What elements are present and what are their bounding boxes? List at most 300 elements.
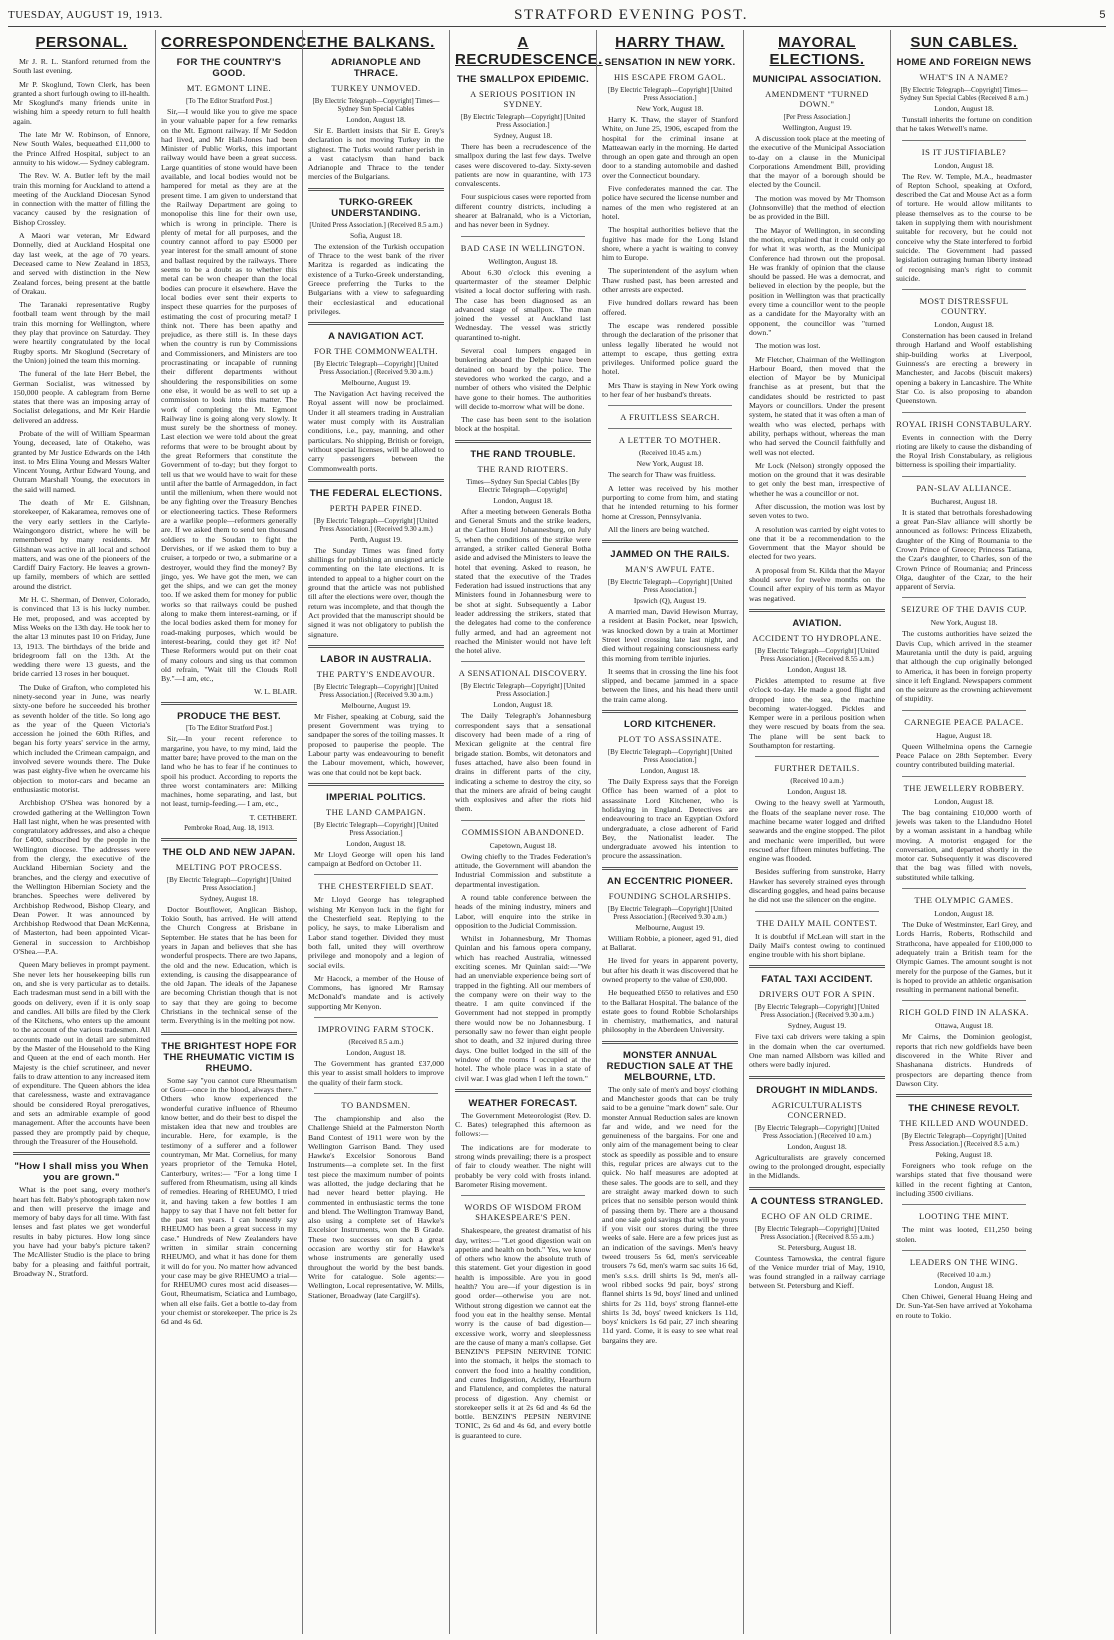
- article: [749, 1187, 885, 1291]
- article: [455, 236, 591, 434]
- article: [13, 1152, 150, 1278]
- article-subheading: THE LAND CAMPAIGN.: [325, 806, 427, 817]
- article-paragraph: The Taranaki representative Rugby football team went through by the mail train this morning for Wellington, where they play that province on Saturday. They were heartily congratulated by the local Rugby sports. Mr Skoglund (Secretary of the Union) joined the team this morning.: [13, 300, 150, 365]
- article-paragraph: A round table conference between the heads of the mining industry, miners and Labor, will enquire into the strike in opposition to the Judicial Commission.: [455, 892, 591, 930]
- article-dateline: London, August 18.: [787, 787, 847, 797]
- divider: [902, 888, 1026, 889]
- article-paragraph: Mr J. R. L. Stanford returned from the South last evening.: [13, 57, 150, 76]
- divider: [13, 1152, 150, 1155]
- article-paragraph: Probate of the will of William Spearman Young, deceased, late of Otakeho, was granted by Mr Justice Edwards on the 14th inst. to Mrs Elina Young and Messrs Walter Vincent Young, Arthur Edward Young, and Outram Marshall Young, the executors in the said will named.: [13, 428, 150, 494]
- article-dateline: Perth, August 19.: [349, 534, 403, 544]
- divider: [314, 1017, 438, 1018]
- article-dateline: Sydney, August 18.: [493, 131, 553, 140]
- article-paragraph: The Rev. W. Temple, M.A., headmaster of Repton School, speaking at Oxford, described the Cat and Mouse Act as a form of torture. He would allow militants to please themselves as to the course to be taken in supplying them with nourishment suitable for recovery, but he could not conceive why the State interfered to forbid suicide. The Government had passed legislation outraging human liberty instead of recognising man's right to commit suicide.: [896, 171, 1032, 283]
- article-subheading: MT. EGMONT LINE.: [186, 83, 272, 93]
- article-heading: THE OLD AND NEW JAPAN.: [162, 846, 296, 858]
- article-subheading: TO BANDSMEN.: [341, 1099, 411, 1110]
- column-header: SUN CABLES.: [910, 34, 1018, 51]
- article: [602, 540, 738, 704]
- article-paragraph: He lived for years in apparent poverty, but after his death it was discovered that he owned property to the value of £30,000.: [602, 956, 738, 984]
- column: [449, 30, 603, 1634]
- article: [749, 965, 885, 1069]
- article-paragraph: The Duke of Westminster, Earl Grey, and Lords Harris, Roberts, Rothschild and Strathcona, have appealed for £100,000 to adequately train a British team for the Olympic Games. The amount sought is not merely for the purpose of the Games, but it is hoped to provide an athletic organisation resulting in permanent national benefit.: [896, 920, 1032, 995]
- divider: [902, 1250, 1026, 1251]
- article-byline: [By Electric Telegraph—Copyright] [United Press Association.]: [460, 682, 586, 699]
- article-paragraph: Five confederates manned the car. The police have secured the license number and names of the men who registered at an hotel.: [602, 184, 738, 221]
- article: [308, 1093, 444, 1300]
- article-dateline: London, August 18.: [934, 320, 994, 330]
- article-paragraph: The superintendent of the asylum when Thaw rushed past, has been arrested and other arrests are expected.: [602, 266, 738, 295]
- article: [602, 405, 738, 422]
- article-subheading: ROYAL IRISH CONSTABULARY.: [896, 418, 1032, 429]
- article-dateline: Sofia, August 18.: [349, 230, 403, 240]
- article: [161, 1032, 297, 1327]
- article-paragraph: Mr Cairns, the Dominion geologist, reports that rich new goldfields have been discovered in the White River and Shashanana districts. Hundreds of prospectors are departing thence from Dawson City.: [896, 1032, 1032, 1088]
- article: [308, 322, 444, 473]
- divider: [161, 838, 297, 841]
- issue-date: TUESDAY, AUGUST 19, 1913.: [8, 9, 163, 21]
- article-subheading: PAN-SLAV ALLIANCE.: [916, 482, 1012, 493]
- article: [749, 74, 885, 603]
- divider: [308, 479, 444, 482]
- article-dateline: London, August 18.: [640, 766, 700, 776]
- article-dateline: Wellington, August 18.: [488, 256, 558, 266]
- article-subheading: THE DAILY MAIL CONTEST.: [756, 917, 878, 928]
- article-subheading: A SERIOUS POSITION IN SYDNEY.: [470, 89, 576, 109]
- article-heading: SENSATION IN NEW YORK.: [604, 57, 736, 68]
- article-paragraph: Sir E. Bartlett insists that Sir E. Grey's declaration is not moving Turkey in the slightest. The Turks would rather perish in a vast cataclysm than hand back Adrianople and Thrace to the tender mercies of the Bulgarians.: [308, 126, 444, 182]
- article-heading: LABOR IN AUSTRALIA.: [320, 653, 432, 665]
- article-dateline: Melbourne, August 19.: [341, 378, 411, 388]
- article-dateline: New York, August 18.: [636, 459, 704, 469]
- article-dateline: London, August 18.: [934, 160, 994, 170]
- article-paragraph: Besides suffering from sunstroke, Harry Hawker has severely strained eyes through discarding goggles, and head pains because he did not use the silencer on the engine.: [749, 867, 885, 905]
- masthead: [8, 4, 1106, 27]
- article-byline: [By Electric Telegraph—Copyright] [United Press Association.] (Received 9.30 a.m.): [754, 1003, 880, 1020]
- divider: [755, 911, 879, 912]
- article-heading: TURKO-GREEK UNDERSTANDING.: [331, 196, 421, 219]
- article-dateline: Ipswich (Q), August 19.: [633, 596, 707, 606]
- article-paragraph: After a meeting between Generals Botha and General Smuts and the strike leaders, at the Carlton Hotel Johannesburg, on July 5, when the conditions of the strike were arranged, a striker called General Botha aside and advised the Ministers to leave the hotel that evening. Asked to reason, he stated that the executive of the Trades Federation had issued instructions that any Ministers found in Johannesburg were to be shot at sight. Subsequently a Labor leader addressing the strikers, stated that the delegates had come to the conference fully armed, and had an agreement not reached the Minister would not have left the hotel alive.: [455, 506, 591, 656]
- article-paragraph: It is doubtful if McLean will start in the Daily Mail's contest owing to continued engine trouble with his short biplane.: [749, 931, 885, 960]
- article-dateline: Bucharest, August 18.: [930, 496, 998, 506]
- article-paragraph: After discussion, the motion was lost by seven votes to two.: [749, 501, 885, 521]
- article: [749, 756, 885, 904]
- columns-container: [8, 30, 1108, 1634]
- article-dateline: London, August 18.: [787, 1141, 847, 1151]
- column-header: HARRY THAW.: [615, 34, 725, 51]
- article-paragraph: The death of Mr E. Gilshnan, storekeeper, of Kakaramea, removes one of the very early settlers in the Carlyle-Waingongoro district, where he will be remembered by many residents. Mr Gilshnan was active in all local and school matters, and was one of the pioneers of the Cardiff Dairy Factory. He leaves a grown-up family, members of which are settled around the district.: [13, 498, 150, 591]
- article-byline: [By Electric Telegraph—Copyright] [United Press Association.] (Received 9.30 a.m.): [313, 516, 439, 533]
- article-paragraph: The customs authorities have seized the Davis Cup, which arrived in the steamer Mauretania until the duty is paid, arguing that although the cup originally belonged to America, it has been in foreign property since it left England. Newspapers comment on the seizure as the crowning achievement of stupidity.: [896, 629, 1032, 704]
- article-subheading: RICH GOLD FIND IN ALASKA.: [899, 1007, 1029, 1018]
- article-paragraph: Mr Fletcher, Chairman of the Wellington Harbour Board, then moved that the election of Mayor be by Municipal franchise as at present, but that the candidates should be restricted to past Mayors or councillors. Under the present system, he stated that it was often a man of wealth who was elected, perhaps with ability, perhaps without, whereas the man who had served the Council faithfully and well was not elected.: [749, 354, 885, 457]
- article-paragraph: The Navigation Act having received the Royal assent will now be proclaimed. Under it all steamers trading in Australian water must comply with its Australian conditions, i.e., pay, manning, and other particulars. No shipping, British or foreign, without special licenses, will be allowed to carry passengers between the Commonwealth ports.: [308, 389, 444, 473]
- article-paragraph: The Mayor of Wellington, in seconding the motion, explained that it could only go for what it was worth, as the Municipal Conference had thrown out the proposal. He was frankly of opinion that the clause should be passed. He was a democrat, and believed in election by the people, but the position in Wellington was that practically every time a councillor went to the people as a candidate for the Mayoralty with an opponent, the councillor was "turned down.": [749, 225, 885, 337]
- article-heading: LORD KITCHENER.: [623, 719, 717, 731]
- article-paragraph: Consternation has been caused in Ireland through Harland and Woolf establishing ship-building works at Liverpool, Guinness's are erecting a brewery in Manchester, and Jacobs (biscuit makers) opening a bakery in Lancashire. The White Star Co. is also proposing to abandon Queenstown.: [896, 331, 1032, 406]
- article-subheading: THE JEWELLERY ROBBERY.: [903, 782, 1025, 793]
- article: [896, 1000, 1032, 1088]
- article: [602, 57, 738, 399]
- article: [13, 57, 150, 1146]
- divider: [749, 1076, 885, 1079]
- article-paragraph: A married man, David Hewison Murray, a resident at Basin Pocket, near Ipswich, was knocked down by a train at Mortimer Street level crossing late last night, and died without regaining consciousness early this morning from terrible injuries.: [602, 607, 738, 663]
- article: [896, 597, 1032, 703]
- column: [8, 30, 155, 1634]
- article: [749, 1076, 885, 1181]
- article-heading: AVIATION.: [792, 617, 842, 629]
- article: [749, 609, 885, 750]
- article: [308, 479, 444, 639]
- article: [455, 820, 591, 1083]
- article-place: Pembroke Road, Aug. 18, 1913.: [184, 823, 274, 832]
- article-subheading: MOST DISTRESSFUL COUNTRY.: [919, 296, 1009, 317]
- article-byline: [By Electric Telegraph—Copyright] Times—Sydney Sun Special Cables (Received 8 a.m.): [899, 86, 1029, 102]
- article-subheading: THE RAND RIOTERS.: [477, 463, 569, 474]
- article-paragraph: Several coal lumpers engaged in bunkering aboard the Delphic have been detained on board by the police. The stevedores who worked the cargo, and a number of others who visited the Delphic have gone to their homes. The authorities will decide to-morrow what will be done.: [455, 346, 591, 411]
- article-dateline: Ottawa, August 18.: [935, 1021, 993, 1031]
- column: [155, 30, 322, 1634]
- article-dateline: New York, August 18.: [636, 104, 704, 113]
- divider: [902, 140, 1026, 141]
- article-paragraph: The late Mr W. Robinson, of Ennore, New South Wales, bequeathed £11,000 to the Prince Alfred Hospital, subject to an annuity to his widow.— Sydney cablegram.: [13, 130, 150, 167]
- article-paragraph: There has been a recrudescence of the smallpox during the last few days. Twelve cases were discovered to-day. Sixty-seven patients are now in quarantine, with 173 convalescents.: [455, 142, 591, 189]
- divider: [602, 710, 738, 713]
- article-byline: (Received 10 a.m.): [790, 777, 844, 786]
- divider: [308, 188, 444, 191]
- article: [749, 911, 885, 960]
- article-paragraph: Four suspicious cases were reported from different country districts, including a shearer at Balranald, who is a Victorian, and has never been in Sydney.: [455, 192, 591, 230]
- article-paragraph: Five taxi cab drivers were taking a spin in the domain when the car overturned. One man named Allsborn was killed and others were badly injured.: [749, 1032, 885, 1070]
- article-paragraph: All the liners are being watched.: [608, 524, 710, 534]
- page-number: 5: [1099, 9, 1106, 21]
- article-dateline: Melbourne, August 19.: [635, 922, 705, 932]
- article: [161, 838, 297, 1026]
- article-subheading: WHAT'S IN A NAME?: [919, 72, 1009, 82]
- article: [455, 440, 591, 656]
- article-paragraph: Events in connection with the Derry rioting are likely to cause the disbanding of the Royal Irish Constabulary, as religious bitterness is spoiling their impartiality.: [896, 432, 1032, 470]
- article-subheading: A SENSATIONAL DISCOVERY.: [458, 668, 588, 679]
- article-dateline: London, August 18.: [934, 796, 994, 806]
- article-byline: [Per Press Association.]: [783, 113, 851, 121]
- article-heading: IMPERIAL POLITICS.: [326, 791, 426, 803]
- article: [602, 867, 738, 1035]
- divider: [161, 1032, 297, 1035]
- article-heading: THE BRIGHTEST HOPE FOR THE RHEUMATIC VICTIM IS RHEUMO.: [161, 1040, 297, 1074]
- article: [896, 289, 1032, 405]
- article-paragraph: The Daily Telegraph's Johannesburg correspondent says that a sensational discovery had been made of a ring of Mexican gelignite at the central fire brigade station. Bombs, wit detonators and fuses attached, have also been found in drains in different parts of the city, indicating a scheme to destroy the city, so that the miners are afraid of being caught with explosives and after the riots hid them.: [455, 711, 591, 814]
- article-dateline: London, August 18.: [346, 838, 406, 848]
- column-header: THE BALKANS.: [317, 34, 435, 51]
- article-byline: [By Electric Telegraph—Copyright] [United Press Association.]: [607, 86, 733, 102]
- article-subheading: COMMISSION ABANDONED.: [461, 826, 585, 837]
- divider: [749, 965, 885, 968]
- article-heading: MUNICIPAL ASSOCIATION.: [752, 74, 882, 85]
- article-subheading: THE PARTY'S ENDEAVOUR.: [316, 668, 436, 679]
- article-byline: [By Electric Telegraph—Copyright] Times—Sydney Sun Special Cables: [312, 97, 440, 113]
- article-paragraph: A Maori war veteran, Mr Edward Donnelly, died at Auckland Hospital one day last week, at the age of 70 years. Deceased came to New Zealand in 1853, and served with distinction in the New Zealand forces, being present at the battle of Orakau.: [13, 231, 150, 296]
- article-paragraph: Mr P. Skoglund, Town Clerk, has been granted a short furlough owing to ill-health. Mr Skoglund's many friends unite in wishing him a speedy return to full health again.: [13, 79, 150, 126]
- divider: [749, 609, 885, 612]
- article: [896, 1204, 1032, 1244]
- article-subheading: WORDS OF WISDOM FROM SHAKESPEARE'S PEN.: [464, 1202, 582, 1223]
- divider: [461, 661, 585, 662]
- divider: [314, 1093, 438, 1094]
- article-byline: [By Electric Telegraph—Copyright] [United Press Association.]: [607, 748, 733, 765]
- article: [896, 57, 1032, 134]
- article-subheading: MELTING POT PROCESS.: [175, 861, 283, 872]
- article-subheading: IS IT JUSTIFIABLE?: [921, 146, 1007, 157]
- article-subheading: MAN'S AWFUL FATE.: [625, 564, 715, 575]
- article-dateline: New York, August 18.: [930, 618, 998, 628]
- article-paragraph: The mint was looted, £11,250 being stolen.: [896, 1225, 1032, 1244]
- article: [896, 776, 1032, 882]
- divider: [461, 236, 585, 237]
- article-subheading: ACCIDENT TO HYDROPLANE.: [752, 632, 882, 643]
- article-heading: THE CHINESE REVOLT.: [908, 1103, 1020, 1115]
- article-subheading: HIS ESCAPE FROM GAOL.: [613, 72, 727, 82]
- article-dateline: London, August 18.: [934, 1280, 994, 1290]
- article: [308, 188, 444, 316]
- article-paragraph: Mrs Thaw is staying in New York owing to her fear of her husband's threats.: [602, 380, 738, 400]
- article-paragraph: Mr Fisher, speaking at Coburg, said the present Government was trying to sandpaper the sores of the toiling masses. It proposed to pauperise the people. The Labour party was endeavouring to benefit the Labour movement, which, however, was one that could not be kept back.: [308, 711, 444, 777]
- article-paragraph: The Daily Express says that the Foreign Office has been warned of a plot to assassinate Lord Kitchener, who is holidaying in England. Detectives are endeavouring to trace an Egyptian Oxford undergraduate, a close adherent of Farid Bey, the Nationalist leader. The undergraduate avowed his intention to procure the assassination.: [602, 777, 738, 861]
- article: [896, 476, 1032, 592]
- article-paragraph: The Government Meteorologist (Rev. D. C. Bates) telegraphed this afternoon as follows:—: [455, 1110, 591, 1139]
- article-subheading: LEADERS ON THE WING.: [909, 1256, 1019, 1267]
- article: [896, 710, 1032, 770]
- article: [455, 74, 591, 230]
- article-paragraph: William Robbie, a pioneer, aged 91, died at Ballarat.: [602, 933, 738, 953]
- article-paragraph: A resolution was carried by eight votes to one that it be a recommendation to the Government that the Mayor should be elected for two years.: [749, 524, 885, 562]
- article-paragraph: Countess Tarnowska, the central figure of the Venice murder trial of May, 1910, was found strangled in a railway carriage between St. Petersburg and Kieff.: [749, 1253, 885, 1291]
- article-paragraph: Harry K. Thaw, the slayer of Stanford White, on June 25, 1906, escaped from the hospital for the criminal insane at Matteawan early in the morning. He darted through an open gate and through an open door to a standing automobile and dashed over the Connecticut boundary.: [602, 115, 738, 180]
- article-paragraph: Whilst in Johannesburg, Mr Thomas Quinlan and his famous opera company, which has reached Australia, witnessed exciting scenes. Mr Quinlan said:—"We had an unenviable experience being sort of trapped in the fighting. All our members of the company were on their way to the theatre. I am quite convinced if the Government had not stepped in promptly there would now be no Johannesburg. I personally saw no fewer than eight people shot to death, and 32 injured during three days. One bullet lodged in the sill of the window of the rooms I occupied at the hotel. The whole place was in a state of civil war. I was glad when I left the town.": [455, 934, 591, 1083]
- article-paragraph: A letter was received by his mother purporting to come from him, and stating that he intended returning to his former home at Cresson, Pennsylvania.: [602, 483, 738, 521]
- article-subheading: BAD CASE IN WELLINGTON.: [460, 242, 586, 253]
- article-dateline: Sydney, August 19.: [787, 1021, 847, 1031]
- divider: [902, 1204, 1026, 1205]
- article-paragraph: Shakespeare, the greatest dramatist of his day, writes:— "Let good digestion wait on appetite and health on both." Yes, we know of others who know the absolute truth of this statement. Get your digestion in good health is impossible. Are you in good health? You are—if your digestion is in good order—otherwise you are not. Without strong digestion we cannot eat the food you eat in the healthy sense. Mental worry is the cause of bad digestion—excessive work, worry and sleeplessness are the cause of many a man's collapse. Get BENZIN'S PEPSIN NERVINE TONIC into the stomach, it helps the stomach to convert the food into a healthy condition, and cures Indigestion, Acidity, Heartburn and Flatulence, and completes the natural process of digestion. Any chemist or storekeeper sells it at 2s 6d and 4s 6d the bottle. BENZIN'S PEPSIN NERVINE TONIC, 2s 6d and 4s 6d, and every bottle is guaranteed to cure.: [455, 1226, 591, 1440]
- article: [308, 874, 444, 1011]
- article-subheading: PLOT TO ASSASSINATE.: [618, 734, 722, 745]
- article-subheading: THE KILLED AND WOUNDED.: [899, 1118, 1029, 1129]
- article-byline: [By Electric Telegraph—Copyright] [United Press Association.] (Received 9.30 a.m.): [607, 904, 733, 921]
- article-dateline: Wellington, August 19.: [782, 123, 852, 132]
- divider: [308, 322, 444, 325]
- divider: [314, 874, 438, 875]
- article: [455, 1089, 591, 1189]
- article-byline: [By Electric Telegraph—Copyright] [United Press Association.]: [460, 113, 586, 129]
- article-subheading: DRIVERS OUT FOR A SPIN.: [759, 989, 875, 1000]
- article-heading: JAMMED ON THE RAILS.: [610, 549, 730, 561]
- divider: [896, 1094, 1032, 1097]
- article-byline: [By Electric Telegraph—Copyright] [United Press Association.] (Received 8.55 a.m.): [754, 1224, 880, 1241]
- article-paragraph: The search for Thaw was fruitless.: [608, 470, 716, 480]
- article-paragraph: Mr Lloyd George will open his land campaign at Bedford on October 11.: [308, 849, 444, 869]
- article-byline: [To The Editor Stratford Post.]: [186, 97, 272, 105]
- article-paragraph: Queen Wilhelmina opens the Carnegie Peace Palace on 28th September. Every country contributed building material.: [896, 741, 1032, 770]
- article-subheading: AMENDMENT "TURNED DOWN.": [765, 89, 869, 109]
- article-byline: [To The Editor Stratford Post.]: [186, 724, 272, 733]
- article-paragraph: Doctor Boutflower, Anglican Bishop, Tokio South, has arrived. He will attend the Church Congress at Brisbane in September. He states that he has been for years in Japan and believes that she has wonderful prospects. There are two Japans, the old and the new. Education, which is extending, is causing the disappearance of the old Japan. The ideals of the Japanese are becoming Christian though that is not to say that they are going to become Christians in the technical sense of the term. Everything is in the melting pot now.: [161, 904, 297, 1026]
- article-signature: T. CETHBERT.: [249, 812, 297, 822]
- article: [455, 1195, 591, 1440]
- article-subheading: FOR THE COMMONWEALTH.: [313, 346, 439, 357]
- divider: [755, 756, 879, 757]
- article-paragraph: Mr Lloyd George has telegraphed wishing Mr Kenyon luck in the fight for the Chesterfield seat. Replying to the policy, he says, to make Liberalism and Labor stand together. Divided they must both fall, united they will overthrow privilege and monopoly and a legion of social evils.: [308, 895, 444, 970]
- divider: [455, 1089, 591, 1092]
- article-subheading: LOOTING THE MINT.: [918, 1211, 1010, 1222]
- article-paragraph: It seems that in crossing the line his foot slipped, and became jammed in a space between the lines, and his head there until the train came along.: [602, 666, 738, 704]
- article-heading: AN ECCENTRIC PIONEER.: [606, 875, 734, 887]
- article-paragraph: Chen Chiwei, General Huang Heing and Dr. Sun-Yat-Sen have arrived at Yokohama en route to Tokio.: [896, 1291, 1032, 1320]
- article-paragraph: The only sale of men's and boys' clothing and Manchester goods that can be truly said to be a genuine "mark down" sale. Our monster Annual Reduction sales are known far and wide, and we need for the genuineness of the bargains. For one and only aim of the management being to clear stock as speedily as possible and to ensure this, regular prices are always cut to the quick. No half measures are adopted at these sales. The goods are to sell, and they are straight away marked down to such prices that no sensible person would think of passing them by. There are a thousand and one sale gold savings that will be yours if you visit our stores during the three weeks of sale. Here are a few prices just as an indication of the savings. Men's heavy tweed trousers 5s 6d, men's serviceable trousers 7s 6d, men's warm sac suits 16 6d, men's s.s.s. drill shirts 1s 9d, men's all-wool ribbed socks 9d pair, boys' strong flannel shirts 1s 9d, boys' lined and unlined shirts for 2s 11d, boys' strong flannel-ette shirts 1s 3d, boys' tweed knickers 1s 11d, boys' knickers 1s 6d pair, 27 inch shearing 11d yard. Come, it is easy to see what real bargains they are.: [602, 1084, 738, 1345]
- column: [890, 30, 1037, 1634]
- article-byline: [By Electric Telegraph—Copyright] [United Press Association.]: [313, 820, 439, 837]
- column-header: CORRESPONDENCE.: [161, 34, 322, 51]
- divider: [602, 867, 738, 870]
- article: [455, 661, 591, 813]
- article-paragraph: Owing chiefly to the Trades Federation's attitude, the Government will abandon the Industrial Commission and substitute a departmental investigation.: [455, 851, 591, 889]
- article-paragraph: Sir,—In your recent reference to margarine, you have, to my mind, laid the matter bare; have proved to the man on the land who he has to fear if he continues to spoil his product. According to reports the three worst contaminaters are: Milking machines, home separating, and last, but not least, turnip-feeding.— I am, etc.,: [161, 734, 297, 809]
- article-paragraph: The motion was moved by Mr Thomson (Johnsonville) that the method of election be as provided in the Bill.: [749, 193, 885, 222]
- article-paragraph: The case has been sent to the isolation block at the hospital.: [455, 415, 591, 434]
- article-subheading: AGRICULTURALISTS CONCERNED.: [771, 1099, 863, 1120]
- article-dateline: London, August 18.: [346, 115, 406, 124]
- column: [743, 30, 890, 1634]
- article-paragraph: Mr Hacock, a member of the House of Commons, has ignored Mr Ramsay McDonald's mandate and is actively supporting Mr Kenyon.: [308, 973, 444, 1011]
- column-header: A RECRUDESCENCE.: [455, 34, 603, 68]
- article-byline: [United Press Association.] (Received 8.5 a.m.): [309, 220, 443, 229]
- divider: [902, 710, 1026, 711]
- article-heading: "How I shall miss you When you are grown.": [14, 1161, 149, 1184]
- article-paragraph: The Sunday Times was fined forty shillings for publishing an unsigned article commenting on the late elections. It is intended to appeal to a higher court on the ground that the article was not published till after the elections were over, though the return was incomplete, and that though the Act provided that the manuscript should be signed it was not obligatory to publish the signature.: [308, 545, 444, 639]
- article-dateline: London, August 18.: [346, 1048, 406, 1058]
- article: [308, 1017, 444, 1087]
- article: [896, 1250, 1032, 1320]
- article-heading: FATAL TAXI ACCIDENT.: [761, 974, 873, 986]
- article-paragraph: Pickles attempted to resume at five o'clock to-day. He made a good flight and dropped into the sea, the machine becoming water-logged. Pickles and Kemper were in a perilous position when they were rescued by boats from the sea. The plane will be sent back to Southampton for restarting.: [749, 675, 885, 751]
- divider: [308, 645, 444, 648]
- article-dateline: London, August 18.: [787, 664, 847, 674]
- article-paragraph: Queen Mary believes in prompt payment. She never lets her housekeeping bills run on, and she is very particular as to details. Each tradesman must send in a bill with the goods on delivery, even if it is only soap and candles. All bills are filed by the Clerk of the Kitchens, who enters up the amount to the account of the various tradesmen. All accounts made out in detail are submitted by the Master of the Household to the King and Queen at the end of each month. Her Majesty is the chief scrutineer, and never fails to draw attention to any increased item of expenditure. The Queen abhors the idea that carelessness, waste and extravagance should be considered Royal prerogatives, and sets an admirable example of good management. After the accounts have been passed they are promptly paid by cheque, through the Treasurer of the Household.: [13, 960, 150, 1146]
- article-heading: THE RAND TROUBLE.: [470, 448, 576, 460]
- article-paragraph: Archbishop O'Shea was honored by a crowded gathering at the Wellington Town Hall last night, when he was presented with congratulatory addresses, and also a cheque for £400, subscribed by the people in the Wellington diocese. The addresses were from the clergy, the executive of the Auckland Hibernian Society and the branches, and the clergy and executive of the Wellington Hibernian Society and the branches. Speeches were delivered by Archbishop Redwood, Bishop Cleary, and Dean Power. It was announced by Archbishop Redwood that Dean McKenna, of Masterton, had been appointed Vicar-General in succession to Archbishop O'Shea.—P.A.: [13, 798, 150, 957]
- article-dateline: London, August 18.: [493, 700, 553, 710]
- column-header: PERSONAL.: [35, 34, 128, 51]
- article-paragraph: The Rev. W. A. Butler left by the mail train this morning for Auckland to attend a meeting of the Auckland Diocesan Synod in connection with the matter of filling the vacancy caused by the resignation of Bishop Crossley.: [13, 171, 150, 227]
- article-subheading: CARNEGIE PEACE PALACE.: [904, 716, 1024, 727]
- article-paragraph: Mr Lock (Nelson) strongly opposed the motion on the ground that it was desirable to get only the best man, irrespective of whether he was a councillor or not.: [749, 460, 885, 498]
- article-paragraph: The Government has granted £37,000 this year to assist small holders to improve the quality of their farm stock.: [308, 1059, 444, 1087]
- divider: [902, 476, 1026, 477]
- article-paragraph: Owing to the heavy swell at Yarmouth, the floats of the seaplane never rose. The machine became water logged and drifted seawards and the engine stopped. The pilot and mechanic were imperilled, but were rescued after fifteen minutes buffeting. The engine was flooded.: [749, 798, 885, 864]
- divider: [902, 776, 1026, 777]
- article-dateline: Melbourne, August 19.: [341, 700, 411, 710]
- article-heading: DROUGHT IN MIDLANDS.: [756, 1084, 878, 1096]
- article: [896, 888, 1032, 994]
- article-byline: (Received 10.45 a.m.): [638, 449, 701, 458]
- divider: [461, 820, 585, 821]
- article-subheading: FURTHER DETAILS.: [774, 763, 860, 774]
- article-paragraph: A proposal from St. Kilda that the Mayor should serve for twelve months on the Council after expiry of his term as Mayor was negatived.: [749, 565, 885, 603]
- article-paragraph: The bag containing £10,000 worth of jewels was taken to the Llandudno Hotel by a woman assistant in a handbag while moving. A motorist engaged for the conversation, and departed shortly in the motor car. Subsequently it was discovered that the bag was filled with novels, substituted while talking.: [896, 807, 1032, 882]
- article-subheading: SEIZURE OF THE DAVIS CUP.: [901, 604, 1027, 615]
- article-dateline: Capetown, August 18.: [489, 840, 557, 850]
- article-dateline: London, August 18.: [493, 495, 553, 505]
- article-dateline: Peking, August 18.: [935, 1150, 993, 1160]
- article: [308, 57, 444, 182]
- column: [596, 30, 743, 1634]
- divider: [608, 428, 732, 429]
- divider: [461, 1195, 585, 1196]
- column: [302, 30, 449, 1634]
- divider: [455, 440, 591, 443]
- article: [602, 1041, 738, 1345]
- article-paragraph: A discussion took place at the meeting of the executive of the Municipal Association to-day on a clause in the Municipal Corporations Amendment Bill, providing that the mayor of a borough should be elected by the Council.: [749, 134, 885, 190]
- article-byline: [By Electric Telegraph—Copyright] [United Press Association.] (Received 8.55 a.m.): [754, 646, 880, 663]
- article-paragraph: The funeral of the late Herr Bebel, the German Socialist, was witnessed by 150,000 people. A cablegram from Berne states that there was an imposing array of Socialist delegations, and Mr Keir Hardie delivered an address.: [13, 369, 150, 425]
- article-subheading: A FRUITLESS SEARCH.: [620, 412, 720, 423]
- article-paragraph: Tunstall inherits the fortune on condition that he takes Wetwell's name.: [896, 115, 1032, 134]
- article-subheading: PERTH PAPER FINED.: [329, 502, 423, 513]
- article-byline: Times—Sydney Sun Special Cables [By Electric Telegraph—Copyright]: [466, 477, 580, 494]
- divider: [608, 405, 732, 406]
- column-header: MAYORAL ELECTIONS.: [769, 34, 865, 68]
- article-paragraph: Five hundred dollars reward has been offered.: [602, 298, 738, 317]
- article-heading: THE FEDERAL ELECTIONS.: [309, 487, 443, 499]
- article-byline: [By Electric Telegraph—Copyright] [United Press Association.] (Received 9.30 a.m.): [313, 682, 439, 699]
- article: [896, 412, 1032, 470]
- article: [161, 702, 297, 831]
- article-heading: MONSTER ANNUAL REDUCTION SALE AT THE MELBOURNE, LTD.: [606, 1049, 734, 1083]
- article: [308, 783, 444, 869]
- divider: [749, 1187, 885, 1190]
- article-byline: [By Electric Telegraph—Copyright] [United Press Association.] (Received 9.30 a.m.): [313, 360, 439, 377]
- article-paragraph: Agriculturalists are gravely concerned owing to the prolonged drought, especially in the Midlands.: [749, 1152, 885, 1181]
- article-heading: FOR THE COUNTRY'S GOOD.: [176, 57, 282, 79]
- divider: [902, 1000, 1026, 1001]
- divider: [602, 1041, 738, 1044]
- article-paragraph: The indications are for moderate to strong winds prevailing; there is a prospect of fair to cloudy weather. The night will probably be very cold with frosts inland. Barometer Rising movement.: [455, 1142, 591, 1189]
- article-paragraph: The escape was rendered possible through the declaration of the prisoner that unless legally liberated he would not attempt to escape, thus getting extra privileges. Uniformed police guard the hotel.: [602, 320, 738, 377]
- article-heading: A NAVIGATION ACT.: [328, 331, 424, 343]
- article-byline: [By Electric Telegraph—Copyright] [United Press Association.] (Received 8.5 a.m.): [901, 1132, 1027, 1149]
- article-dateline: St. Petersburg, August 18.: [777, 1242, 857, 1252]
- article-byline: [By Electric Telegraph—Copyright] [United Press Association.]: [607, 578, 733, 595]
- article-subheading: ECHO OF AN OLD CRIME.: [761, 1210, 873, 1221]
- article-paragraph: Foreigners who took refuge on the warships stated that five thousand were killed in the recent fighting at Canton, including 3500 civilians.: [896, 1161, 1032, 1199]
- article-subheading: THE CHESTERFIELD SEAT.: [318, 881, 434, 892]
- article-dateline: London, August 18.: [934, 909, 994, 919]
- article-heading: WEATHER FORECAST.: [468, 1097, 578, 1109]
- article-paragraph: About 6.30 o'clock this evening a quartermaster of the steamer Delphic visited a local doctor suffering with rash. The case has been diagnosed as an advanced stage of smallpox. The man joined the vessel at Auckland last Wednesday. The vessel was strictly quarantined to-night.: [455, 267, 591, 342]
- article-subheading: A LETTER TO MOTHER.: [618, 435, 722, 446]
- divider: [602, 540, 738, 543]
- newspaper-title: STRATFORD EVENING POST.: [514, 6, 748, 23]
- article: [602, 428, 738, 534]
- article-paragraph: The championship and also the Challenge Shield at the Palmerston North Band Contest of 1911 were won by the Wellington Garrison Band. They used Hawke's Excelsior Sonorous Band Instruments—a complete set. In the first test piece the maximum number of points was allotted, the judge declaring that he had never heard better playing. He commented in enthusiastic terms the tone and blend. The Wellington Tramway Band, also using a complete set of Hawke's Excelsior Instruments, won the B Grade. These two successes on such a great occasion are worthy stir for Hawke's whose instruments are generally used throughout the world by the best bands. Write for catalogue. Sole agents:— Wellington, Local representative, W. Mills, Stationer, Broadway (late Cargill's).: [308, 1113, 444, 1300]
- article-dateline: Hague, August 18.: [936, 730, 992, 740]
- article-heading: A COUNTESS STRANGLED.: [750, 1195, 884, 1207]
- article-byline: [By Electric Telegraph—Copyright] [United Press Association.]: [166, 875, 292, 892]
- article-heading: ADRIANOPLE AND THRACE.: [331, 57, 421, 79]
- article-paragraph: He bequeathed £650 to relatives and £50 to the Ballarat Hospital. The balance of the estate goes to found Robbie Scholarships in chemistry, mathematics, and natural philosophy in the Aberdeen University.: [602, 988, 738, 1035]
- article-subheading: IMPROVING FARM STOCK.: [317, 1024, 435, 1035]
- divider: [308, 783, 444, 786]
